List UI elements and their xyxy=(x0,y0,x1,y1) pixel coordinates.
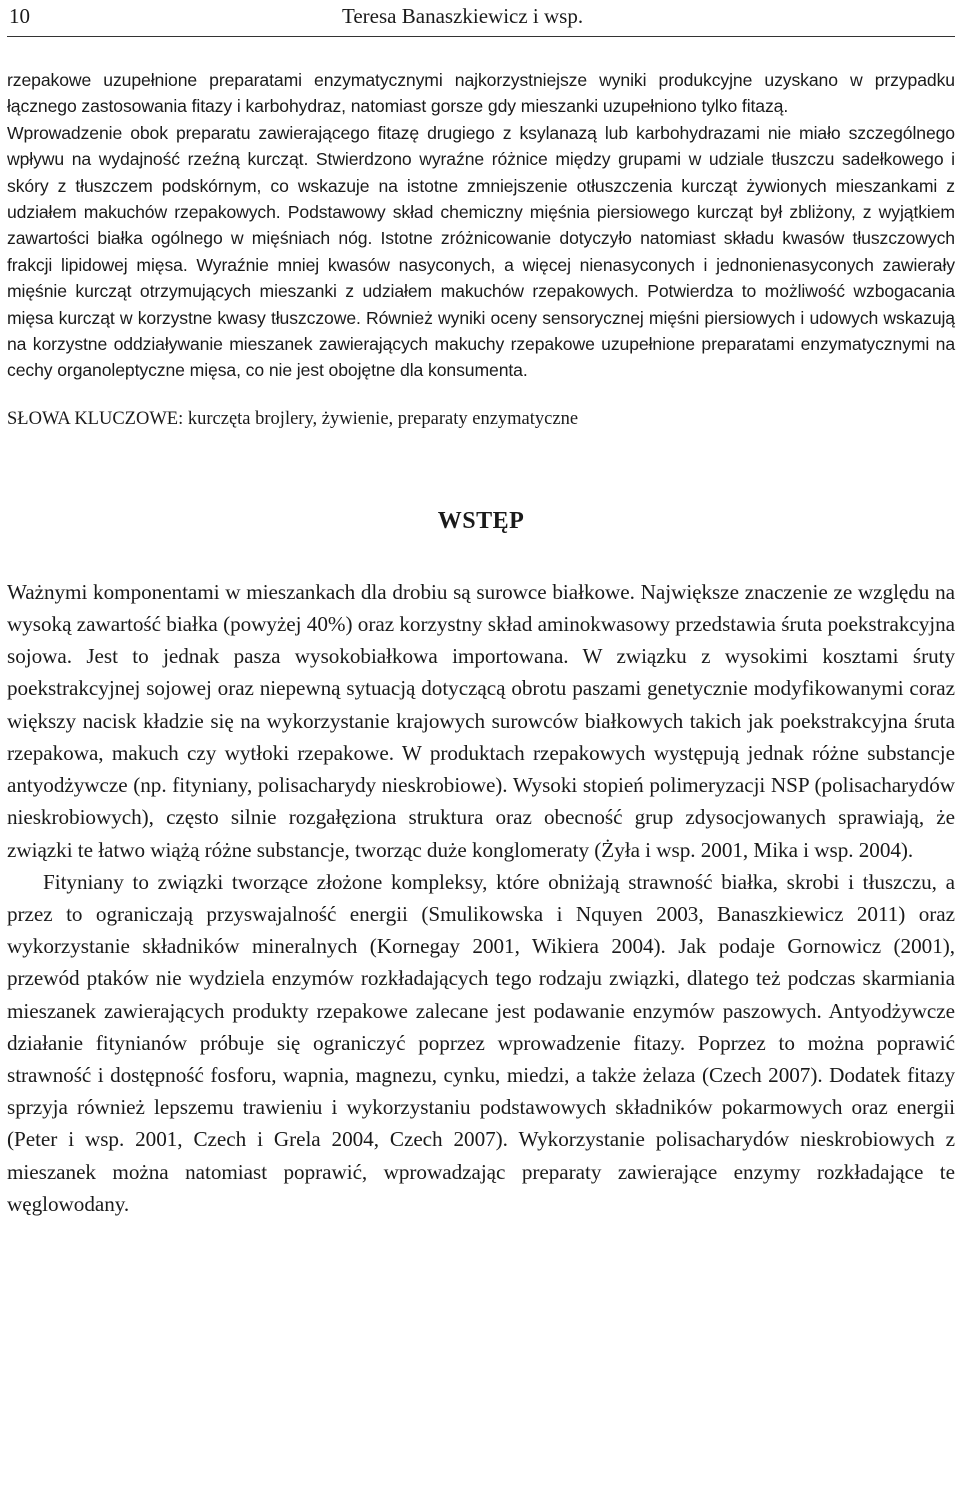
page-header xyxy=(7,0,955,37)
abstract-paragraph: Wprowadzenie obok preparatu zawierającego fitazę drugiego z ksylanazą lub karbohydrazami nie miało szczególnego wpływu na wydajność rzeźną kurcząt. Stwierdzono wyraźne różnice między grupami w udziale tłuszczu sadełkowego i skóry z tłuszczem podskórnym, co wskazuje na istotne zmniejszenie otłuszczenia kurcząt żywionych mieszankami z udziałem makuchów rzepakowych. Podstawowy skład chemiczny mięśnia piersiowego kurcząt był zbliżony, z wyjątkiem zawartości białka ogólnego w mięśniach nóg. Istotne zróżnicowanie dotyczyło natomiast składu kwasów tłuszczowych frakcji lipidowej mięsa. Wyraźnie mniej kwasów nasyconych, a więcej nienasyconych i jednonienasyconych zawierały mięśnie kurcząt otrzymujących mieszanki z udziałem makuchów rzepakowych. Potwierdza to możliwość wzbogacania mięsa kurcząt w korzystne kwasy tłuszczowe. Również wyniki oceny sensorycznej mięśni piersiowych i udowych wskazują na korzystne oddziaływanie mieszanek zawierających makuchy rzepakowe uzupełnione preparatami enzymatycznymi na cechy organoleptyczne mięsa, co nie jest obojętne dla konsumenta. xyxy=(7,122,955,381)
page-number: 10 xyxy=(9,4,30,28)
keywords: SŁOWA KLUCZOWE: kurczęta brojlery, żywienie, preparaty enzymatyczne xyxy=(7,408,579,429)
body-paragraph: Ważnymi komponentami w mieszankach dla drobiu są surowce białkowe. Największe znaczenie ze względu na wysoką zawartość białka (powyżej 40%) oraz korzystny skład aminokwasowy przedstawia śruta poekstrakcyjna sojowa. Jest to jednak pasza wysokobiałkowa importowana. W związku z wysokimi kosztami śruty poekstrakcyjnej sojowej oraz niepewną sytuacją dotyczącą obrotu paszami genetycznie modyfikowanymi coraz większy nacisk kładzie się na wykorzystanie krajowych surowców białkowych takich jak poekstrakcyjna śruta rzepakowa, makuch czy wytłoki rzepakowe. W produktach rzepakowych występują jednak różne substancje antyodżywcze (np. fityniany, polisacharydy nieskrobiowe). Wysoki stopień polimeryzacji NSP (polisacharydów nieskrobiowych), często silnie rozgałęziona struktura oraz obecność grup zdysocjowanych sprawiają, że związki te łatwo wiążą różne substancje, tworząc duże konglomeraty (Żyła i wsp. 2001, Mika i wsp. 2004). xyxy=(7,579,955,862)
section-title: WSTĘP xyxy=(437,507,525,534)
abstract-paragraph: rzepakowe uzupełnione preparatami enzymatycznymi najkorzystniejsze wyniki produkcyjne uzyskano w przypadku łącznego zastosowania fitazy i karbohydraz, natomiast gorsze gdy mieszanki uzupełniono tylko fitazą. xyxy=(7,70,955,117)
body-paragraph: Fityniany to związki tworzące złożone kompleksy, które obniżają strawność białka, skrobi i tłuszczu, a przez to ograniczają przyswajalność energii (Smulikowska i Nquyen 2003, Banaszkiewicz 2011) oraz wykorzystanie składników mineralnych (Kornegay 2001, Wikiera 2004). Jak podaje Gornowicz (2001), przewód ptaków nie wydziela enzymów rozkładających tego rodzaju związki, dlatego też podczas skarmiania mieszanek zawierających produkty rzepakowe zalecane jest podawanie enzymów paszowych. Antyodżywcze działanie fitynianów próbuje się ograniczyć poprzez wprowadzenie fitazy. Poprzez to można poprawić strawność i dostępność fosforu, wapnia, magnezu, cynku, miedzi, a także żelaza (Czech 2007). Dodatek fitazy sprzyja również lepszemu trawieniu i wykorzystaniu podstawowych składników pokarmowych oraz energii (Peter i wsp. 2001, Czech i Grela 2004, Czech 2007). Wykorzystanie polisacharydów nieskrobiowych z mieszanek można natomiast poprawić, wprowadzając preparaty zawierające enzymy rozkładające te węglowodany. xyxy=(7,869,955,1216)
document-page xyxy=(7,0,955,1220)
section-body xyxy=(7,576,955,1220)
running-title: Teresa Banaszkiewicz i wsp. xyxy=(342,4,584,28)
abstract xyxy=(7,67,955,384)
